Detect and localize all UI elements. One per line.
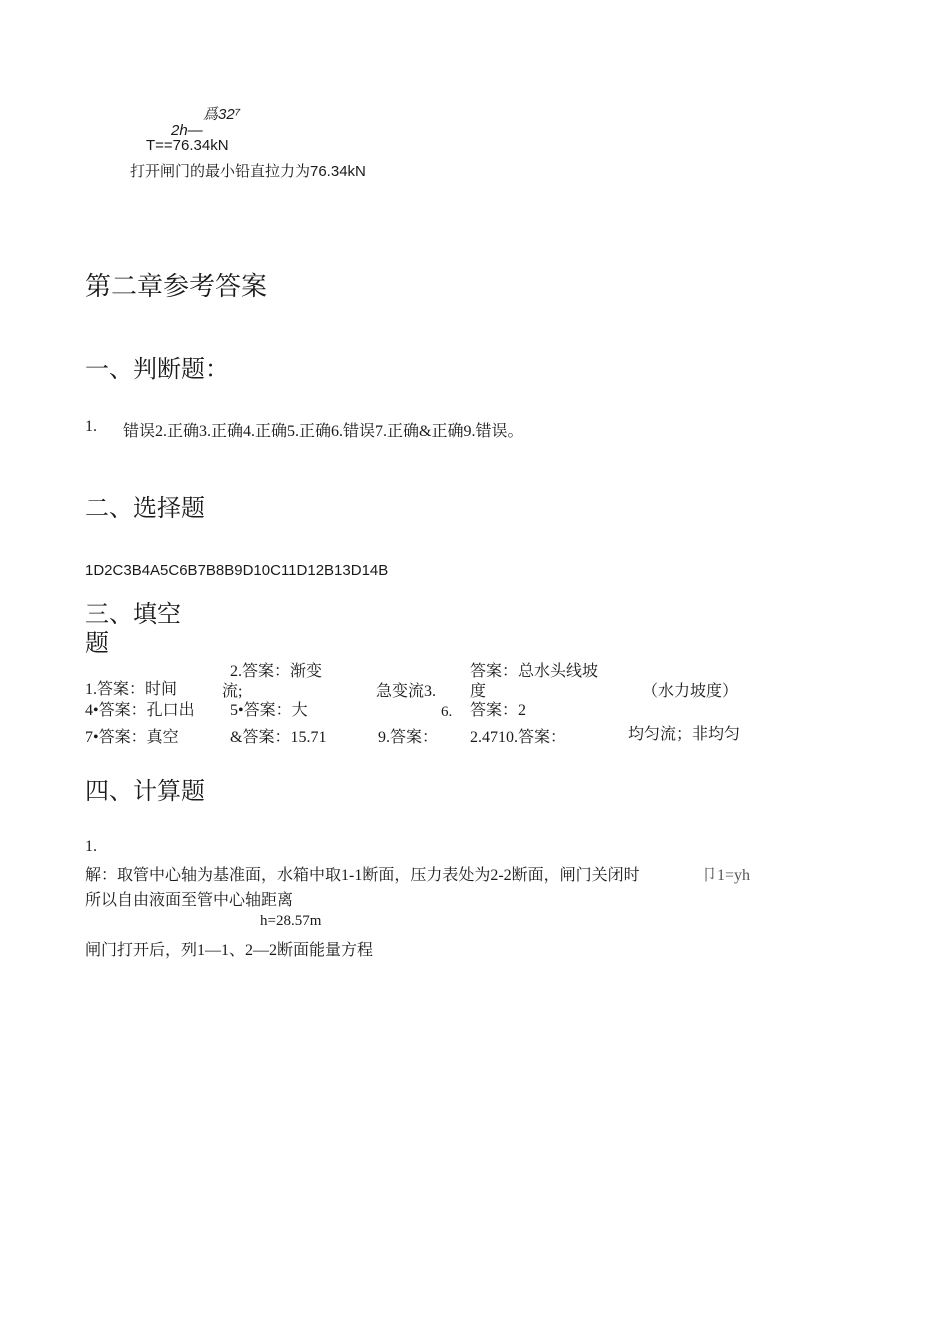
fill-cell-jibian: 急变流3.: [376, 683, 437, 700]
calc-line-1-tail: 卩1=yh: [701, 867, 751, 884]
formula-fragment-2h: 2h—: [171, 122, 203, 139]
choice-answers: 1D2C3B4A5C6B7B8B9D10C11D12B13D14B: [85, 562, 389, 579]
fill-cell-q2: 2.答案：渐变: [230, 663, 323, 680]
fill-cell-q6a: 答案：2: [470, 702, 527, 719]
calc-line-1: 解：取管中心轴为基准面，水箱中取1-1断面，压力表处为2-2断面，闸门关闭时: [85, 867, 640, 884]
section-heading-fill-line1: 三、填空: [85, 602, 181, 628]
section-heading-choice: 二、选择题: [85, 496, 205, 522]
formula-conclusion: 打开闸门的最小铅直拉力为76.34kN: [130, 163, 366, 180]
fill-cell-q3b: 度: [470, 683, 487, 700]
section-heading-fill-line2: 题: [85, 631, 109, 657]
fill-cell-q1: 1.答案：时间: [85, 681, 178, 698]
section-heading-judge: 一、判断题：: [85, 357, 229, 383]
formula-fragment-top: 爲32⁷: [203, 106, 241, 123]
calc-line-4: 闸门打开后，列1—1、2—2断面能量方程: [85, 942, 374, 959]
fill-cell-q5: 5•答案：大: [230, 702, 308, 719]
chapter-title: 第二章参考答案: [85, 272, 268, 301]
fill-cell-slope: （水力坡度）: [642, 683, 739, 700]
fill-cell-q2b: 流;: [222, 683, 243, 700]
judge-answers: 错误2.正确3.正确4.正确5.正确6.错误7.正确&正确9.错误。: [123, 423, 524, 440]
fill-cell-q4: 4•答案：孔口出: [85, 702, 195, 719]
section-heading-calc: 四、计算题: [85, 779, 205, 805]
fill-cell-q10a: 均匀流；非均匀: [628, 726, 741, 743]
calc-line-3: h=28.57m: [260, 913, 322, 929]
calc-line-2: 所以自由液面至管中心轴距离: [85, 892, 294, 909]
fill-cell-q3a: 答案：总水头线坡: [470, 663, 599, 680]
fill-cell-q8: &答案：15.71: [230, 729, 327, 746]
formula-result-T: T==76.34kN: [146, 137, 229, 154]
fill-cell-q7: 7•答案：真空: [85, 729, 179, 746]
calc-item-number: 1.: [85, 838, 97, 855]
fill-cell-q9: 9.答案：: [378, 729, 439, 746]
fill-cell-q10: 2.4710.答案：: [470, 729, 567, 746]
fill-cell-q6: 6.: [441, 704, 453, 720]
judge-item-number: 1.: [85, 418, 97, 435]
